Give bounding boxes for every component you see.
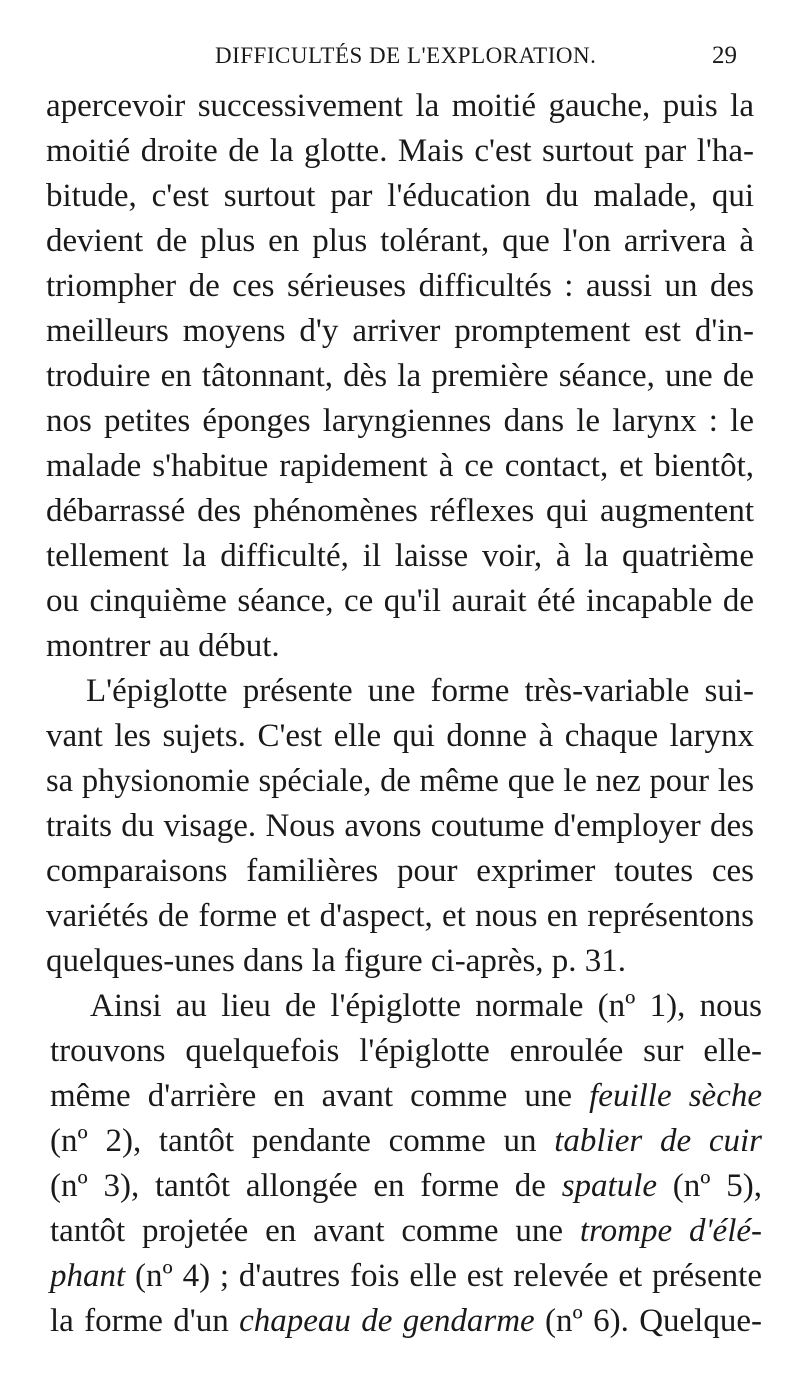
text-run: Ainsi au lieu de l'épiglotte normale (nº 1), nous	[90, 988, 762, 1024]
text-line: variétés de forme et d'aspect, et nous en représentons	[46, 898, 754, 934]
italic-term: tablier de cuir	[554, 1123, 762, 1159]
text-run: la forme d'un	[50, 1303, 240, 1339]
text-run: (nº 4) ; d'autres fois elle est relevée et présente	[125, 1258, 762, 1294]
text-line: devient de plus en plus tolérant, que l'on arrivera à	[46, 223, 754, 259]
text-run: (nº 6). Quelque-	[534, 1303, 762, 1339]
text-line	[50, 1074, 762, 1118]
text-run: (nº 2), tantôt pendante comme un	[50, 1123, 555, 1159]
text-line	[50, 1119, 762, 1163]
text-line	[50, 1299, 762, 1343]
text-line: meilleurs moyens d'y arriver promptement est d'in-	[46, 313, 754, 349]
text-line: vant les sujets. C'est elle qui donne à chaque larynx	[46, 718, 754, 754]
text-run: (nº 5),	[657, 1168, 763, 1204]
italic-term: feuille sèche	[589, 1078, 762, 1114]
text-line: traits du visage. Nous avons coutume d'employer des	[46, 808, 754, 844]
text-line	[50, 1164, 762, 1208]
text-line: apercevoir successivement la moitié gauche, puis la	[46, 88, 754, 124]
italic-term: spatule	[561, 1168, 658, 1204]
text-run: trouvons quelquefois l'épiglotte enroulée sur elle-	[50, 1033, 762, 1069]
italic-term: trompe d'élé-	[579, 1213, 762, 1249]
text-line: troduire en tâtonnant, dès la première séance, une de	[46, 358, 754, 394]
text-run: même d'arrière en avant comme une	[50, 1078, 590, 1114]
text-line: triompher de ces sérieuses difficultés : aussi un des	[46, 268, 754, 304]
text-line: comparaisons familières pour exprimer toutes ces	[46, 853, 754, 889]
italic-term: phant	[50, 1258, 126, 1294]
text-line	[50, 1209, 762, 1253]
text-line	[50, 1254, 762, 1298]
text-run: tantôt projetée en avant comme une	[50, 1213, 580, 1249]
text-line: nos petites éponges laryngiennes dans le larynx : le	[46, 403, 754, 439]
running-title: DIFFICULTÉS DE L'EXPLORATION.	[215, 43, 597, 68]
text-run: (nº 3), tantôt allongée en forme de	[50, 1168, 562, 1204]
text-line: sa physionomie spéciale, de même que le nez pour les	[46, 763, 754, 799]
text-line: montrer au début.	[46, 628, 280, 664]
text-line: malade s'habitue rapidement à ce contact, et bientôt,	[46, 448, 754, 484]
text-line: tellement la difficulté, il laisse voir, à la quatrième	[46, 538, 754, 574]
page-header	[0, 38, 800, 74]
text-line: moitié droite de la glotte. Mais c'est surtout par l'ha-	[46, 133, 754, 169]
text-line: quelques-unes dans la figure ci-après, p. 31.	[46, 943, 627, 979]
text-line: L'épiglotte présente une forme très-variable sui-	[86, 673, 754, 709]
text-line	[90, 984, 762, 1028]
text-line	[50, 1029, 762, 1073]
page-number: 29	[712, 42, 737, 69]
text-line: débarrassé des phénomènes réflexes qui augmentent	[46, 493, 754, 529]
text-line: ou cinquième séance, ce qu'il aurait été incapable de	[46, 583, 754, 619]
italic-term: chapeau de gendarme	[239, 1303, 535, 1339]
text-line: bitude, c'est surtout par l'éducation du malade, qui	[46, 178, 754, 214]
